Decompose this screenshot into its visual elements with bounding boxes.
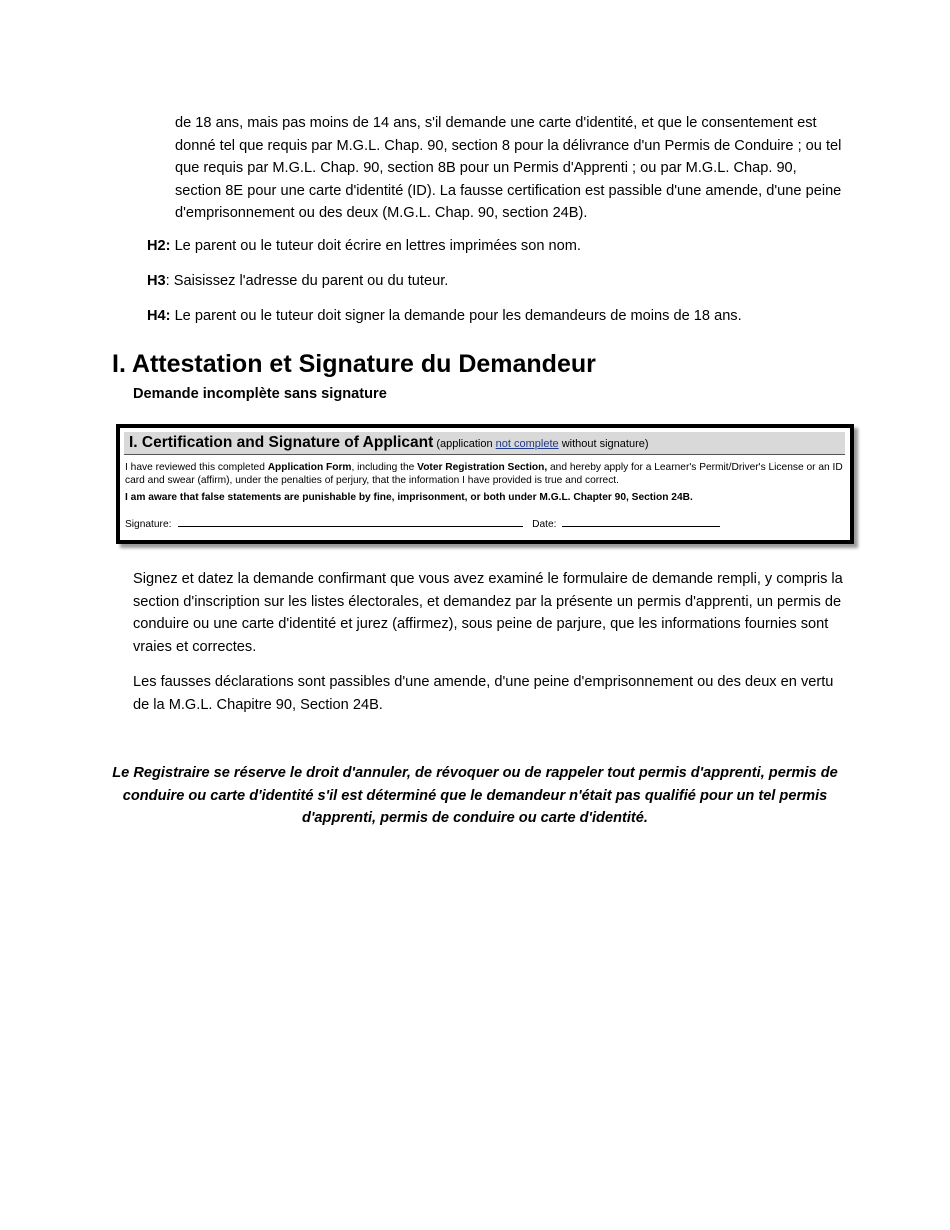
instruction-text: Le parent ou le tuteur doit écrire en lettres imprimées son nom.: [170, 238, 581, 254]
instruction-h4: [147, 306, 742, 326]
instruction-h2: [147, 236, 581, 256]
form-excerpt-title: I. Certification and Signature of Applicant: [129, 434, 434, 451]
instruction-code: H2:: [147, 238, 171, 254]
form-excerpt-image: [116, 424, 854, 544]
instruction-text: : Saisissez l'adresse du parent ou du tuteur.: [165, 273, 449, 289]
form-excerpt-warning: I am aware that false statements are punishable by fine, imprisonment, or both under M.G.L. Chapter 90, Section 24B.: [125, 492, 693, 503]
form-excerpt-signature-row: [125, 517, 720, 532]
section-heading: I. Attestation et Signature du Demandeur: [112, 350, 596, 378]
signature-label: Signature:: [125, 519, 172, 530]
registrar-notice: Le Registraire se réserve le droit d'annuler, de révoquer ou de rappeler tout permis d'apprenti, permis de conduire ou carte d'identité s'il est déterminé que le demandeur n'était pas qualifié pour un tel permis d'apprenti, permis de conduire ou carte d'identité.: [112, 765, 838, 826]
form-excerpt-header: [124, 432, 845, 455]
date-label: Date:: [532, 519, 557, 530]
continuation-paragraph: de 18 ans, mais pas moins de 14 ans, s'il demande une carte d'identité, et que le consentement est donné tel que requis par M.G.L. Chap. 90, section 8 pour la délivrance d'un Permis de Conduire ; ou tel que requis par M.G.L. Chap. 90, section 8B pour un Permis d'Apprenti ; ou par M.G.L. Chap. 90, section 8E pour une carte d'identité (ID). La fausse certification est passible d'une amende, d'une peine d'emprisonnement ou des deux (M.G.L. Chap. 90, section 24B).: [175, 115, 842, 221]
date-line: [562, 517, 720, 527]
form-excerpt-note-open: (application: [433, 438, 496, 450]
section-subheading: Demande incomplète sans signature: [133, 386, 387, 402]
body-paragraph-false-statements: Les fausses déclarations sont passibles d'une amende, d'une peine d'emprisonnement ou des deux en vertu de la M.G.L. Chapitre 90, Section 24B.: [133, 674, 834, 713]
instruction-code: H3: [147, 273, 166, 289]
instruction-text: Le parent ou le tuteur doit signer la demande pour les demandeurs de moins de 18 ans.: [170, 308, 742, 324]
form-excerpt-note-close: without signature): [558, 438, 649, 450]
form-excerpt-statement: I have reviewed this completed Application Form, including the Voter Registration Section, and hereby apply for a Learner's Permit/Driver's License or an ID card and swear (affirm), under the penalties of perjury, that the information I have provided is true and correct.: [125, 462, 843, 486]
instruction-h3: [147, 271, 448, 291]
form-excerpt-note-link: not complete: [495, 438, 559, 450]
body-paragraph-sign: Signez et datez la demande confirmant que vous avez examiné le formulaire de demande rempli, y compris la section d'inscription sur les listes électorales, et demandez par la présente un permis d'apprenti, un permis de conduire ou une carte d'identité et jurez (affirmez), sous peine de parjure, que les informations fournies sont vraies et correctes.: [133, 571, 843, 655]
instruction-code: H4:: [147, 308, 171, 324]
signature-line: [178, 517, 523, 527]
